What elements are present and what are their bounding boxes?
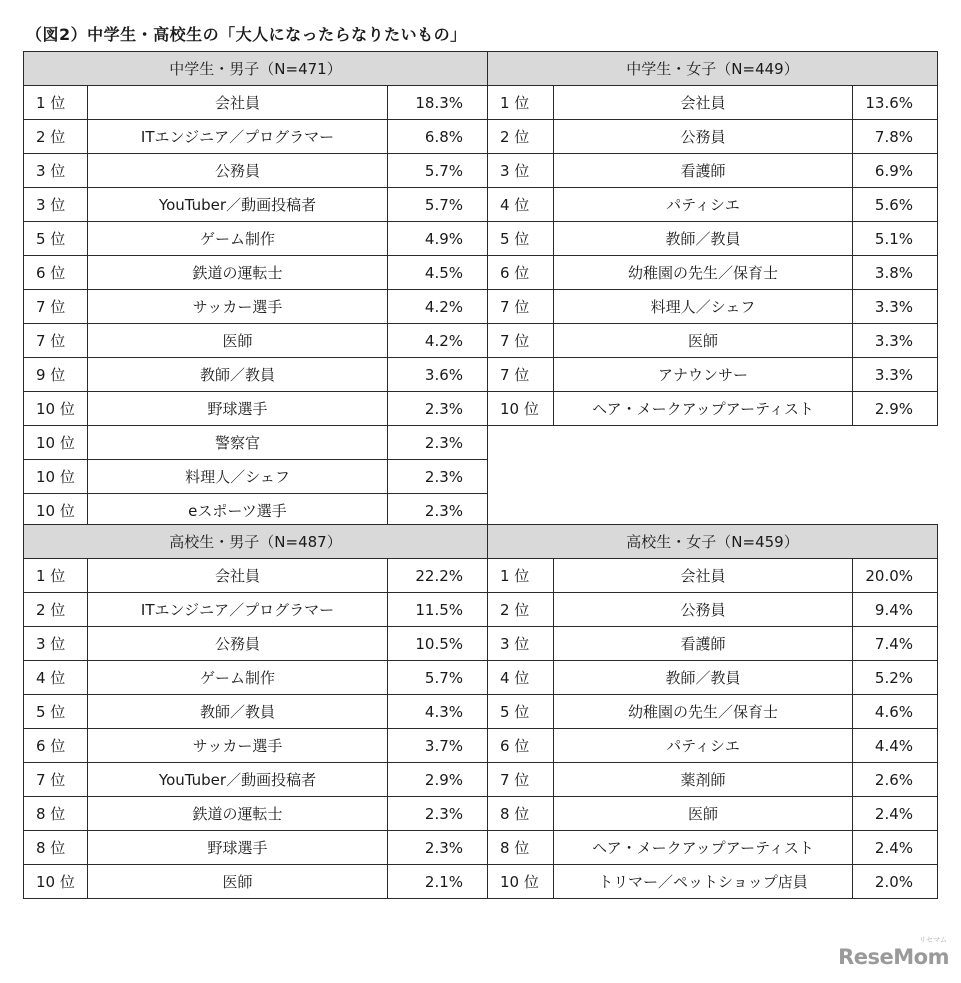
rank-cell: 7 位 [24,324,88,358]
percent-cell: 2.3% [388,426,488,460]
table-row [24,290,488,324]
table-row [488,695,938,729]
rank-cell: 8 位 [488,831,554,865]
percent-cell: 4.2% [388,290,488,324]
table-row [488,865,938,899]
table-row [24,358,488,392]
table-header: 高校生・女子（N=459） [488,525,938,559]
table-row [24,460,488,494]
job-cell: 医師 [554,797,853,831]
job-cell: 野球選手 [88,831,388,865]
table-row [488,256,938,290]
job-cell: 医師 [554,324,853,358]
percent-cell: 13.6% [853,86,938,120]
percent-cell: 2.1% [388,865,488,899]
percent-cell: 10.5% [388,627,488,661]
rank-cell: 7 位 [24,290,88,324]
percent-cell: 2.3% [388,494,488,528]
percent-cell: 2.3% [388,797,488,831]
rank-cell: 6 位 [488,729,554,763]
table-row [24,392,488,426]
table-row [24,154,488,188]
job-cell: ITエンジニア／プログラマー [88,120,388,154]
percent-cell: 3.8% [853,256,938,290]
job-cell: YouTuber／動画投稿者 [88,763,388,797]
rank-cell: 1 位 [24,86,88,120]
rank-cell: 10 位 [24,865,88,899]
table-row [24,729,488,763]
table-row [24,120,488,154]
job-cell: 幼稚園の先生／保育士 [554,256,853,290]
rank-cell: 7 位 [488,324,554,358]
percent-cell: 4.2% [388,324,488,358]
table-row [488,627,938,661]
rank-cell: 7 位 [488,358,554,392]
job-cell: 会社員 [554,559,853,593]
table-jhs-girls [487,51,938,426]
logo-katakana: リセマム [919,936,947,944]
percent-cell: 9.4% [853,593,938,627]
table-header: 中学生・男子（N=471） [24,52,488,86]
job-cell: 看護師 [554,154,853,188]
table-row [488,797,938,831]
job-cell: ITエンジニア／プログラマー [88,593,388,627]
table-row [488,154,938,188]
rank-cell: 2 位 [488,593,554,627]
resemom-logo: ReseMom [838,945,949,969]
percent-cell: 2.4% [853,797,938,831]
percent-cell: 2.3% [388,392,488,426]
percent-cell: 4.6% [853,695,938,729]
rank-cell: 1 位 [488,86,554,120]
rank-cell: 10 位 [488,865,554,899]
rank-cell: 10 位 [488,392,554,426]
job-cell: ゲーム制作 [88,661,388,695]
job-cell: 教師／教員 [554,661,853,695]
percent-cell: 3.7% [388,729,488,763]
percent-cell: 5.2% [853,661,938,695]
table-row [24,222,488,256]
percent-cell: 20.0% [853,559,938,593]
percent-cell: 7.8% [853,120,938,154]
table-row [488,593,938,627]
percent-cell: 2.9% [388,763,488,797]
rank-cell: 3 位 [488,627,554,661]
table-header: 中学生・女子（N=449） [488,52,938,86]
table-row [24,86,488,120]
table-row [488,86,938,120]
percent-cell: 2.4% [853,831,938,865]
table-header: 高校生・男子（N=487） [24,525,488,559]
job-cell: パティシエ [554,188,853,222]
percent-cell: 4.5% [388,256,488,290]
table-hs-boys [23,524,488,899]
rank-cell: 2 位 [488,120,554,154]
job-cell: 教師／教員 [88,695,388,729]
table-row [488,120,938,154]
job-cell: 公務員 [88,154,388,188]
job-cell: 看護師 [554,627,853,661]
rank-cell: 3 位 [488,154,554,188]
rank-cell: 8 位 [24,797,88,831]
rank-cell: 1 位 [24,559,88,593]
job-cell: eスポーツ選手 [88,494,388,528]
rank-cell: 1 位 [488,559,554,593]
table-row [24,763,488,797]
percent-cell: 2.6% [853,763,938,797]
table-row [488,559,938,593]
rank-cell: 10 位 [24,426,88,460]
percent-cell: 4.3% [388,695,488,729]
table-row [24,661,488,695]
percent-cell: 3.3% [853,358,938,392]
job-cell: 会社員 [88,559,388,593]
table-row [488,661,938,695]
rank-cell: 7 位 [488,290,554,324]
rank-cell: 4 位 [488,661,554,695]
percent-cell: 2.3% [388,460,488,494]
table-row [24,695,488,729]
table-row [488,358,938,392]
job-cell: 教師／教員 [554,222,853,256]
rank-cell: 10 位 [24,392,88,426]
table-row [24,494,488,528]
rank-cell: 5 位 [488,695,554,729]
job-cell: 薬剤師 [554,763,853,797]
job-cell: ゲーム制作 [88,222,388,256]
rank-cell: 6 位 [24,729,88,763]
table-jhs-boys [23,51,488,528]
percent-cell: 6.8% [388,120,488,154]
job-cell: 鉄道の運転士 [88,797,388,831]
percent-cell: 2.3% [388,831,488,865]
rank-cell: 6 位 [488,256,554,290]
percent-cell: 4.4% [853,729,938,763]
rank-cell: 3 位 [24,154,88,188]
percent-cell: 5.7% [388,188,488,222]
table-row [24,426,488,460]
percent-cell: 11.5% [388,593,488,627]
table-row [24,865,488,899]
table-hs-girls [487,524,938,899]
percent-cell: 5.7% [388,154,488,188]
job-cell: サッカー選手 [88,290,388,324]
job-cell: トリマー／ペットショップ店員 [554,865,853,899]
percent-cell: 3.3% [853,290,938,324]
job-cell: 警察官 [88,426,388,460]
job-cell: 公務員 [554,120,853,154]
percent-cell: 22.2% [388,559,488,593]
table-row [24,797,488,831]
percent-cell: 3.6% [388,358,488,392]
rank-cell: 5 位 [24,695,88,729]
percent-cell: 2.9% [853,392,938,426]
table-row [488,222,938,256]
percent-cell: 4.9% [388,222,488,256]
rank-cell: 3 位 [24,627,88,661]
table-row [488,729,938,763]
table-row [24,256,488,290]
table-row [488,763,938,797]
table-row [488,290,938,324]
job-cell: 幼稚園の先生／保育士 [554,695,853,729]
percent-cell: 2.0% [853,865,938,899]
table-row [24,188,488,222]
rank-cell: 4 位 [24,661,88,695]
rank-cell: 10 位 [24,494,88,528]
percent-cell: 5.1% [853,222,938,256]
rank-cell: 3 位 [24,188,88,222]
rank-cell: 5 位 [24,222,88,256]
percent-cell: 7.4% [853,627,938,661]
percent-cell: 5.6% [853,188,938,222]
job-cell: アナウンサー [554,358,853,392]
table-row [24,627,488,661]
job-cell: 医師 [88,324,388,358]
job-cell: ヘア・メークアップアーティスト [554,831,853,865]
table-row [488,392,938,426]
table-row [24,324,488,358]
job-cell: 教師／教員 [88,358,388,392]
rank-cell: 5 位 [488,222,554,256]
percent-cell: 5.7% [388,661,488,695]
job-cell: 公務員 [554,593,853,627]
table-row [24,593,488,627]
rank-cell: 2 位 [24,120,88,154]
table-row [488,324,938,358]
percent-cell: 6.9% [853,154,938,188]
job-cell: パティシエ [554,729,853,763]
job-cell: 会社員 [554,86,853,120]
rank-cell: 2 位 [24,593,88,627]
table-row [488,188,938,222]
rank-cell: 9 位 [24,358,88,392]
job-cell: 医師 [88,865,388,899]
job-cell: 料理人／シェフ [88,460,388,494]
job-cell: 料理人／シェフ [554,290,853,324]
table-row [24,831,488,865]
rank-cell: 10 位 [24,460,88,494]
job-cell: 鉄道の運転士 [88,256,388,290]
percent-cell: 3.3% [853,324,938,358]
job-cell: サッカー選手 [88,729,388,763]
figure-title: （図2）中学生・高校生の「大人になったらなりたいもの」 [26,25,467,44]
job-cell: ヘア・メークアップアーティスト [554,392,853,426]
rank-cell: 7 位 [24,763,88,797]
percent-cell: 18.3% [388,86,488,120]
job-cell: YouTuber／動画投稿者 [88,188,388,222]
table-row [24,559,488,593]
job-cell: 会社員 [88,86,388,120]
rank-cell: 8 位 [488,797,554,831]
rank-cell: 4 位 [488,188,554,222]
job-cell: 野球選手 [88,392,388,426]
rank-cell: 6 位 [24,256,88,290]
job-cell: 公務員 [88,627,388,661]
rank-cell: 7 位 [488,763,554,797]
rank-cell: 8 位 [24,831,88,865]
table-row [488,831,938,865]
